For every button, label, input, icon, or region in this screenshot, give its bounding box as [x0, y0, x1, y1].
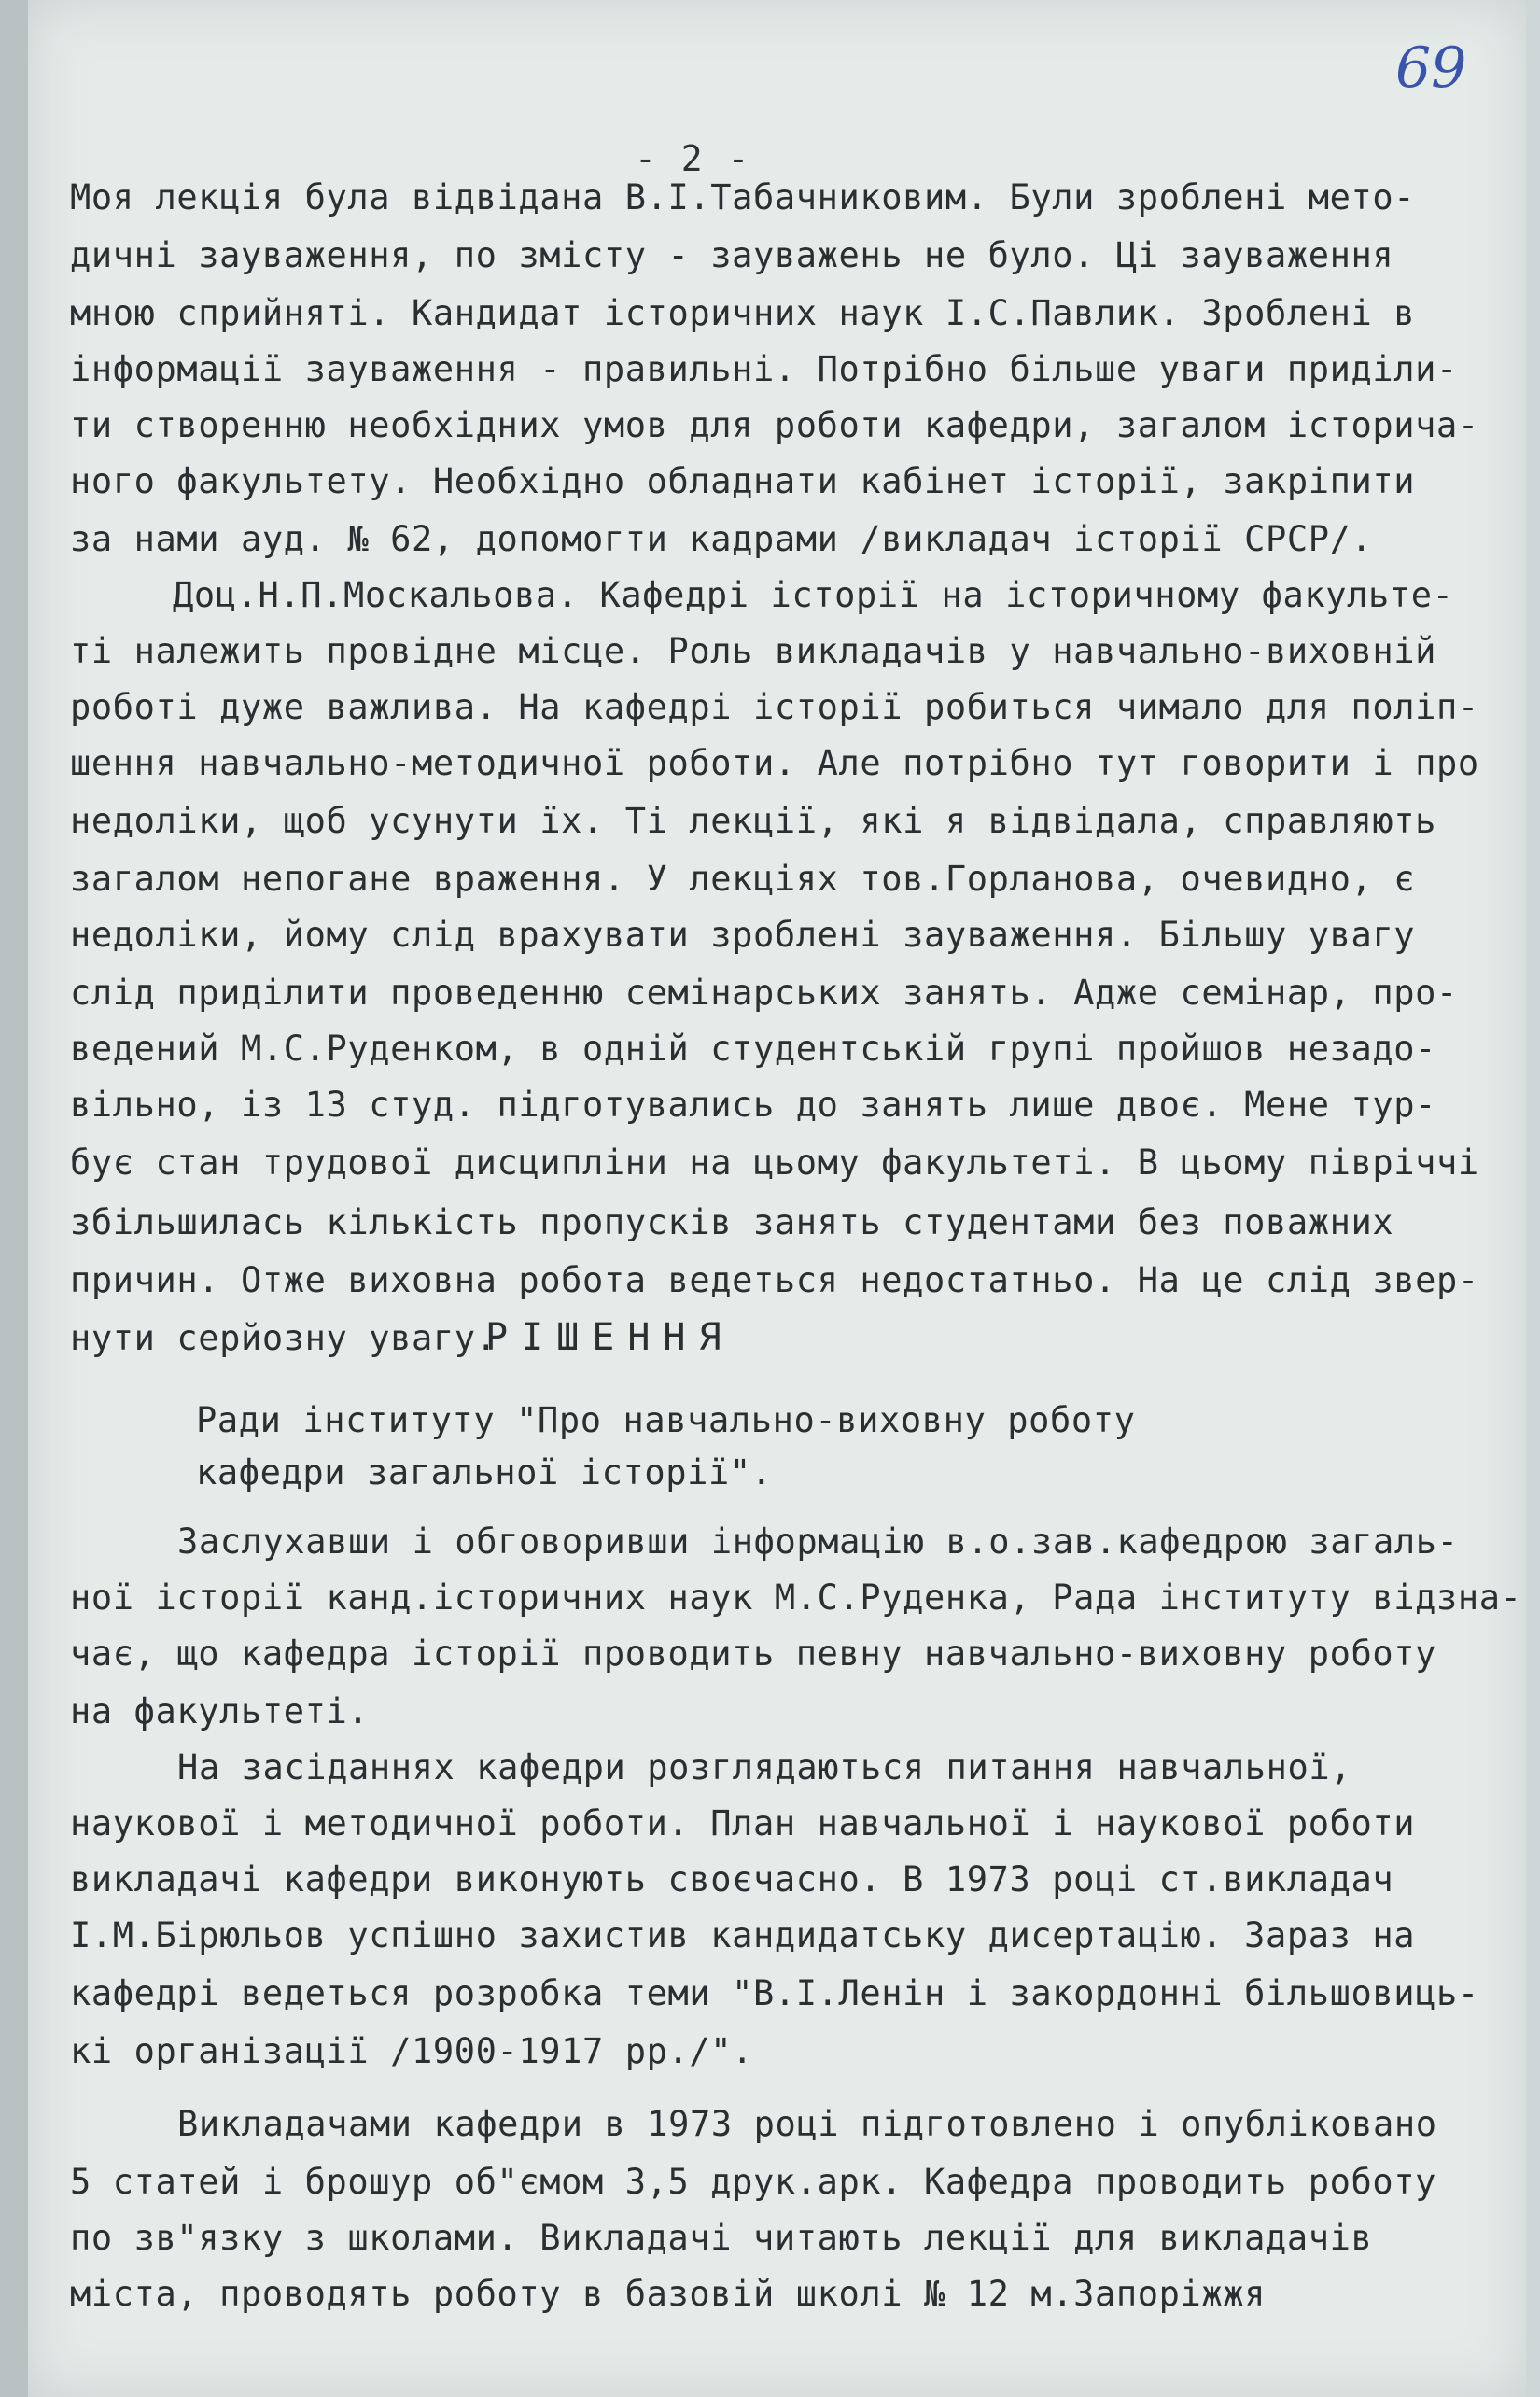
- binding-edge: [0, 0, 28, 2397]
- text-line: недоліки, щоб усунути їх. Ті лекції, які я відвідала, справляють: [70, 801, 1437, 841]
- text-line: І.М.Бірюльов успішно захистив кандидатську дисертацію. Зараз на: [70, 1915, 1416, 1955]
- text-line: загалом непогане враження. У лекціях тов.Горланова, очевидно, є: [70, 859, 1416, 899]
- text-line: недоліки, йому слід врахувати зроблені зауваження. Більшу увагу: [70, 915, 1416, 955]
- text-line: нути серйозну увагу.: [70, 1318, 497, 1358]
- text-line: Заслухавши і обговоривши інформацію в.о.зав.кафедрою загаль-: [177, 1521, 1459, 1562]
- text-line: Доц.Н.П.Москальова. Кафедрі історії на історичному факульте-: [173, 575, 1454, 615]
- text-line: Моя лекція була відвідана В.І.Табачниковим. Були зроблені мето-: [70, 177, 1416, 217]
- text-line: кі організації /1900-1917 рр./".: [70, 2031, 754, 2071]
- text-line: ного факультету. Необхідно обладнати кабінет історії, закріпити: [70, 461, 1416, 501]
- text-line: інформації зауваження - правильні. Потрібно більше уваги приділи-: [70, 349, 1458, 389]
- text-line: ної історії канд.історичних наук М.С.Руденка, Рада інституту відзна-: [70, 1577, 1522, 1618]
- folio-number: 69: [1395, 35, 1467, 101]
- text-line: викладачі кафедри виконують своєчасно. В 1973 році ст.викладач: [70, 1859, 1394, 1899]
- text-line: На засіданнях кафедри розглядаються питання навчальної,: [177, 1747, 1352, 1787]
- text-line: по зв"язку з школами. Викладачі читають лекції для викладачів: [70, 2218, 1373, 2258]
- document-page: [28, 0, 1526, 2397]
- text-line: на факультеті.: [70, 1691, 370, 1731]
- decision-title: РІШЕННЯ: [485, 1316, 735, 1359]
- text-line: бує стан трудової дисципліни на цьому факультеті. В цьому півріччі: [70, 1142, 1479, 1183]
- decision-subtitle: кафедри загальної історії".: [196, 1452, 773, 1493]
- decision-subtitle: Ради інституту "Про навчально-виховну роботу: [196, 1400, 1136, 1440]
- text-line: збільшилась кількість пропусків занять студентами без поважних: [70, 1202, 1394, 1242]
- text-line: вільно, із 13 студ. підготувались до занять лише двоє. Мене тур-: [70, 1085, 1437, 1125]
- text-line: міста, проводять роботу в базовій школі № 12 м.Запоріжжя: [70, 2274, 1267, 2314]
- text-line: Викладачами кафедри в 1973 році підготовлено і опубліковано: [177, 2104, 1437, 2144]
- text-line: ті належить провідне місце. Роль викладачів у навчально-виховній: [70, 631, 1437, 671]
- text-line: кафедрі ведеться розробка теми "В.І.Ленін і закордонні більшовиць-: [70, 1973, 1479, 2013]
- text-line: шення навчально-методичної роботи. Але потрібно тут говорити і про: [70, 743, 1479, 783]
- text-line: чає, що кафедра історії проводить певну навчально-виховну роботу: [70, 1633, 1437, 1674]
- text-line: 5 статей і брошур об"ємом 3,5 друк.арк. Кафедра проводить роботу: [70, 2162, 1437, 2202]
- text-line: мною сприйняті. Кандидат історичних наук І.С.Павлик. Зроблені в: [70, 293, 1416, 333]
- text-line: ведений М.С.Руденком, в одній студентській групі пройшов незадо-: [70, 1029, 1437, 1069]
- text-line: за нами ауд. № 62, допомогти кадрами /викладач історії СРСР/.: [70, 519, 1373, 559]
- page-number: - 2 -: [635, 138, 751, 179]
- text-line: роботі дуже важлива. На кафедрі історії робиться чимало для поліп-: [70, 687, 1479, 727]
- text-line: причин. Отже виховна робота ведеться недостатньо. На це слід звер-: [70, 1260, 1479, 1300]
- text-line: наукової і методичної роботи. План навчальної і наукової роботи: [70, 1803, 1416, 1843]
- text-line: дичні зауваження, по змісту - зауважень не було. Ці зауваження: [70, 235, 1394, 275]
- text-line: слід приділити проведенню семінарських занять. Адже семінар, про-: [70, 973, 1458, 1013]
- text-line: ти створенню необхідних умов для роботи кафедри, загалом історича-: [70, 405, 1479, 445]
